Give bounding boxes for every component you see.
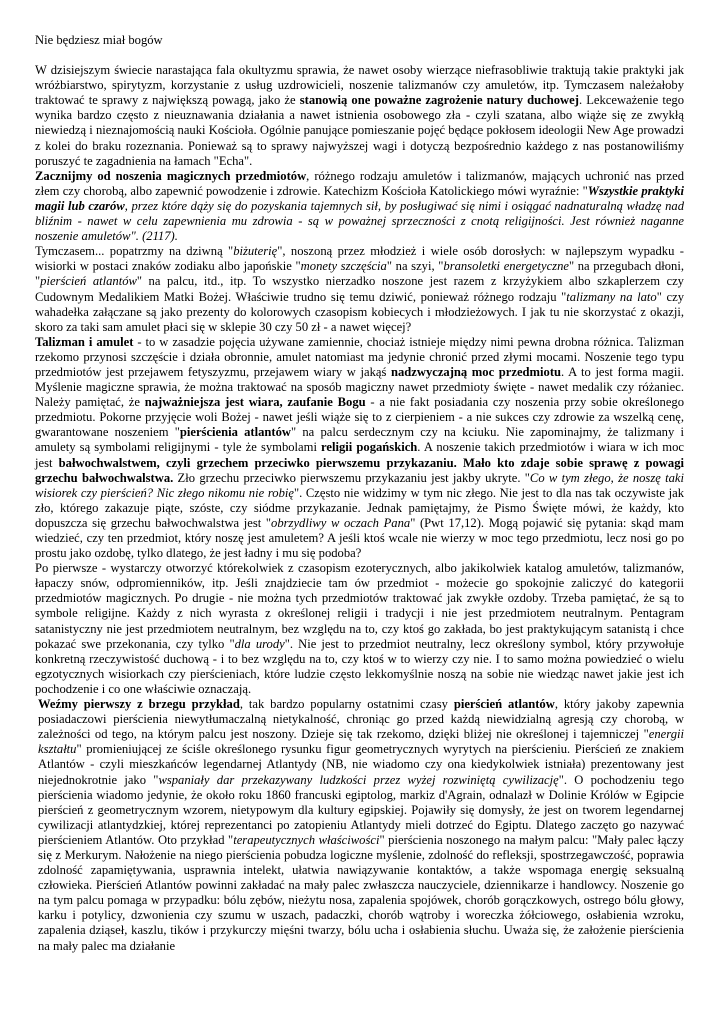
document-title: Nie będziesz miał bogów	[35, 33, 163, 47]
text-run-italic: biżuterię	[233, 244, 278, 259]
text-run: , który jakoby zapewnia posiadaczowi pierścienia niewytłumaczalną nietykalność, chroniąc go przed każdą niewidzialną agresją czy chorobą, w zależności od tego, na którym palcu jest noszony. Dzieje się tak rzekomo, dzięki bliżej nie określonej i tajemniczej "	[38, 697, 684, 742]
text-run: " (Pwt 17,12). Mogą pojawić się pytania: skąd mam wiedzieć, czy ten przedmiot, który noszę jest amuletem? A jeśli ktoś wcale nie wierzy w moc tego przedmiotu, lecz nosi go po prostu jako ozdobę, tylko dlatego, że jest ładny i mu się podoba?	[35, 515, 684, 561]
text-run: ". Nie jest to przedmiot neutralny, lecz określony symbol, który przywołuje konkretną rzeczywistość duchową - i to bez względu na to, czy ktoś w to wierzy czy nie. I to samo można powiedzieć o wielu egzotycznych wisiorkach czy pierścieniach, które ludzie często lekkomyślnie noszą na sobie nie wiedząc nawet jakie jest ich pochodzenie i co one właściwie oznaczają.	[35, 636, 684, 696]
text-run: , różnego rodzaju amuletów i talizmanów, mających uchronić nas przed złem czy chorobą, albo zapewnić powodzenie i zdrowie. Katechizm Kościoła Katolickiego mówi wyraźnie: "	[35, 168, 684, 198]
text-run: ", noszoną przez młodzież i wiele osób dorosłych: w najlepszym wypadku - wisiorki w postaci znaków zodiaku albo japońskie "	[35, 244, 684, 274]
text-run: . A to jest forma magii. Myślenie magiczne sprawia, że można traktować na sposób magiczny nawet przedmioty święte - nawet medalik czy różaniec. Należy pamiętać, że	[35, 364, 684, 410]
text-run-italic: talizmany na lato	[566, 289, 657, 304]
paragraph-magic-objects	[35, 169, 684, 244]
text-run: " na szyi, "	[386, 259, 444, 274]
text-run-bold: Talizman i amulet	[35, 334, 134, 349]
text-run-italic: pierścień atlantów	[40, 274, 137, 289]
text-run: " na palcu serdecznym czy na kciuku. Nie zapominajmy, że talizmany i amulety są symbolami religijnymi - tyle że symbolami	[35, 425, 684, 455]
text-run: , tak bardzo popularny ostatnimi czasy	[239, 697, 454, 712]
text-run: - to w zasadzie pojęcia używane zamiennie, chociaż istnieje między nimi pewna drobna różnica. Talizman rzekomo przynosi szczęście i działa obronnie, amulet natomiast ma jedynie chronić przed złymi mocami. Noszenie tego typu przedmiotów jest przejawem fetyszyzmu, przejawem wiary w jakąś	[35, 334, 684, 379]
text-run: Po pierwsze - wystarczy otworzyć którekolwiek z czasopism ezoterycznych, albo jakikolwiek katalog amuletów, talizmanów, łapaczy snów, odpromienników, itp. Jeśli znajdziecie tam ów przedmiot - możecie go spokojnie zaliczyć do kategorii przedmiotów magicznych. Po drugie - nie można tych przedmiotów traktować jak zwykłe ozdoby. Trzeba pamiętać, że są to symbole religijne. Każdy z nich wyrasta z określonej religii i tradycji i nie jest przedmiotem neutralnym. Pentagram satanistyczny nie jest przedmiotem neutralnym, bez względu na to, czy ktoś go zakłada, bo jest praktykującym satanistą i chce pokazać swe przekonania, czy tylko "	[35, 561, 684, 651]
text-run-italic: obrzydliwy w oczach Pana	[271, 515, 411, 530]
text-run-bold-italic: Wszystkie praktyki magii lub czarów	[35, 183, 684, 213]
text-run: . A noszenie takich przedmiotów i wiara w ich moc jest	[35, 440, 684, 470]
text-run: ". O pochodzeniu tego pierścienia wiadomo jedynie, że około roku 1860 francuski egiptolog, markiz d'Agrain, odnalazł w Dolinie Królów w Egipcie pierścień z geometrycznym wzorem, nietypowym dla kultury egipskiej. Pojawiły się domysły, że jest on tworem legendarnej cywilizacji atlantydzkiej, której reprezentanci po zatopieniu Atlantydy mieli dotrzeć do Egiptu. Dlatego zaczęto go nazywać pierścieniem Atlantów. Oto przykład "	[38, 772, 684, 847]
text-run: " na przegubach dłoni, "	[35, 259, 684, 289]
text-run-bold: Weźmy pierwszy z brzegu przykład	[38, 697, 240, 712]
text-run: " pierścienia noszonego na małym palcu: "Mały palec łączy się z Merkurym. Nałożenie na niego pierścienia pobudza logiczne myślenie, zdolność do refleksji, spostrzegawczość, poprawia zdolność zapamiętywania, usprawnia intelekt, ułatwia nawiązywanie kontaktów, a także wspomaga energię seksualną człowieka. Pierścień Atlantów powinni zakładać na mały palec zwłaszcza nauczyciele, dziennikarze i handlowcy. Noszenie go na tym palcu pomaga w przypadku: bólu zębów, nieżytu nosa, zapalenia spojówek, chorób gorączkowych, ostrego bólu głowy, karku i potylicy, dzwonienia czy szumu w uszach, padaczki, chorób wątroby i woreczka żółciowego, osłabienia wzroku, zapalenia dziąseł, kaszlu, tików i przykurczy mięśni twarzy, bólu ucha i osłabienia słuchu. Uważa się, że założenie pierścienia na mały palec ma działanie	[38, 832, 685, 953]
text-run: W dzisiejszym świecie narastająca fala okultyzmu sprawia, że nawet osoby wierzące niefrasobliwie traktują takie praktyki jak wróżbiarstwo, spirytyzm, korzystanie z usług uzdrowicieli, noszenie talizmanów czy amuletów, itp. Tymczasem należałoby traktować te sprawy z największą powagą, jako że	[35, 63, 684, 108]
text-run: " na palcu, itd., itp. To wszystko nierzadko noszone jest razem z krzyżykiem albo szkaplerzem czy Cudownym Medalikiem Matki Bożej. Właściwie trudno się temu dziwić, ponieważ różnego rodzaju "	[35, 274, 684, 304]
paragraph-intro	[35, 63, 684, 169]
text-run-italic: terapeutycznych właściwości	[233, 832, 380, 847]
text-run: . Lekceważenie tego wynika bardzo często z nieuznawania działania a nawet istnienia osobowego zła - czyli szatana, albo wiąże się ze zwykłą niewiedzą i nieznajomością nauki Kościoła. Ogólnie panujące pomieszanie pojęć będące pokłosem ideologii New Age prowadzi z kolei do braku rozeznania. Ponieważ są to sprawy najwyższej wagi i dotyczą bezpośrednio każdego z nas postanowiliśmy poruszyć te zagadnienia na łamach "Echa".	[35, 93, 685, 168]
text-run-italic: dla urody	[234, 636, 285, 651]
text-run-bold: pierścień atlantów	[453, 697, 555, 712]
text-run: " czy wahadełka załączane są jako prezenty do kolorowych czasopism kobiecych i młodzieżowych. I jak tu nie skorzystać z okazji, skoro za taki sam amulet płaci się w sklepie 30 czy 50 zł - a nawet więcej?	[35, 289, 684, 334]
paragraph-atlantis-ring	[35, 697, 684, 954]
text-run-bold: religii pogańskich	[321, 440, 418, 455]
paragraph-first-second	[35, 561, 684, 697]
text-run: " promieniującej ze ściśle określonego rysunku figur geometrycznych wyrytych na pierścieniu. Pierścień ze znakiem Atlantów - czyli mieszkańców legendarnej Atlantydy (NB, nie wiadomo czy ona kiedykolwiek istniała) prezentowany jest niejednokrotnie jako "	[38, 742, 684, 787]
text-run: - a nie fakt posiadania czy noszenia przy sobie określonego przedmiotu. Pokorne przyjęcie woli Bożej - nawet jeśli wiąże się to z cierpieniem - a nie sukces czy zdrowie za wszelką cenę, gwarantowane noszeniem "	[35, 395, 684, 440]
text-run-bold: bałwochwalstwem, czyli grzechem przeciwko pierwszemu przykazaniu. Mało kto zdaje sobie sprawę z powagi grzechu bałwochwalstwa.	[35, 455, 684, 485]
paragraph-talisman-amulet	[35, 335, 684, 561]
text-run-bold: pierścienia atlantów	[179, 425, 292, 440]
text-run-italic: , przez które dąży się do pozyskania tajemnych sił, by posługiwać się nimi i osiągać nadnaturalną władzę nad bliźnim - nawet w celu zapewnienia mu zdrowia - są w poważnej sprzeczności z cnotą religijności. Jest również naganne noszenie amuletów". (2117).	[35, 198, 684, 244]
text-run: Tymczasem... popatrzmy na dziwną "	[35, 244, 234, 259]
text-run-bold: nadzwyczajną moc przedmiotu	[390, 364, 562, 379]
text-run-italic: wspaniały dar przekazywany ludzkości przez wyżej rozwiniętą cywilizację	[158, 772, 559, 787]
text-run-italic: monety szczęścia	[300, 259, 387, 274]
text-run: Zło grzechu przeciwko pierwszemu przykazaniu jest jakby ukryte. "	[173, 470, 530, 485]
text-run-bold: najważniejsza jest wiara, zaufanie Bogu	[144, 395, 366, 410]
text-run-bold: Zacznijmy od noszenia magicznych przedmiotów	[35, 168, 307, 183]
text-run-italic: energii kształtu	[38, 727, 684, 757]
text-run-italic: Co w tym złego, że noszę taki wisiorek czy pierścień? Nic złego nikomu nie robię	[35, 470, 684, 500]
text-run: ". Często nie widzimy w tym nic złego. Nie jest to dla nas tak oczywiste jak zło, którego zakazuje piąte, szóste, czy siódme przykazanie. Jednak pamiętajmy, że Pismo Święte mówi, że każdy, kto dopuszcza się grzechu bałwochwalstwa jest "	[35, 485, 684, 530]
paragraph-jewelry	[35, 244, 684, 335]
text-run-italic: bransoletki energetyczne	[443, 259, 569, 274]
text-run-bold: stanowią one poważne zagrożenie natury duchowej	[299, 93, 579, 108]
